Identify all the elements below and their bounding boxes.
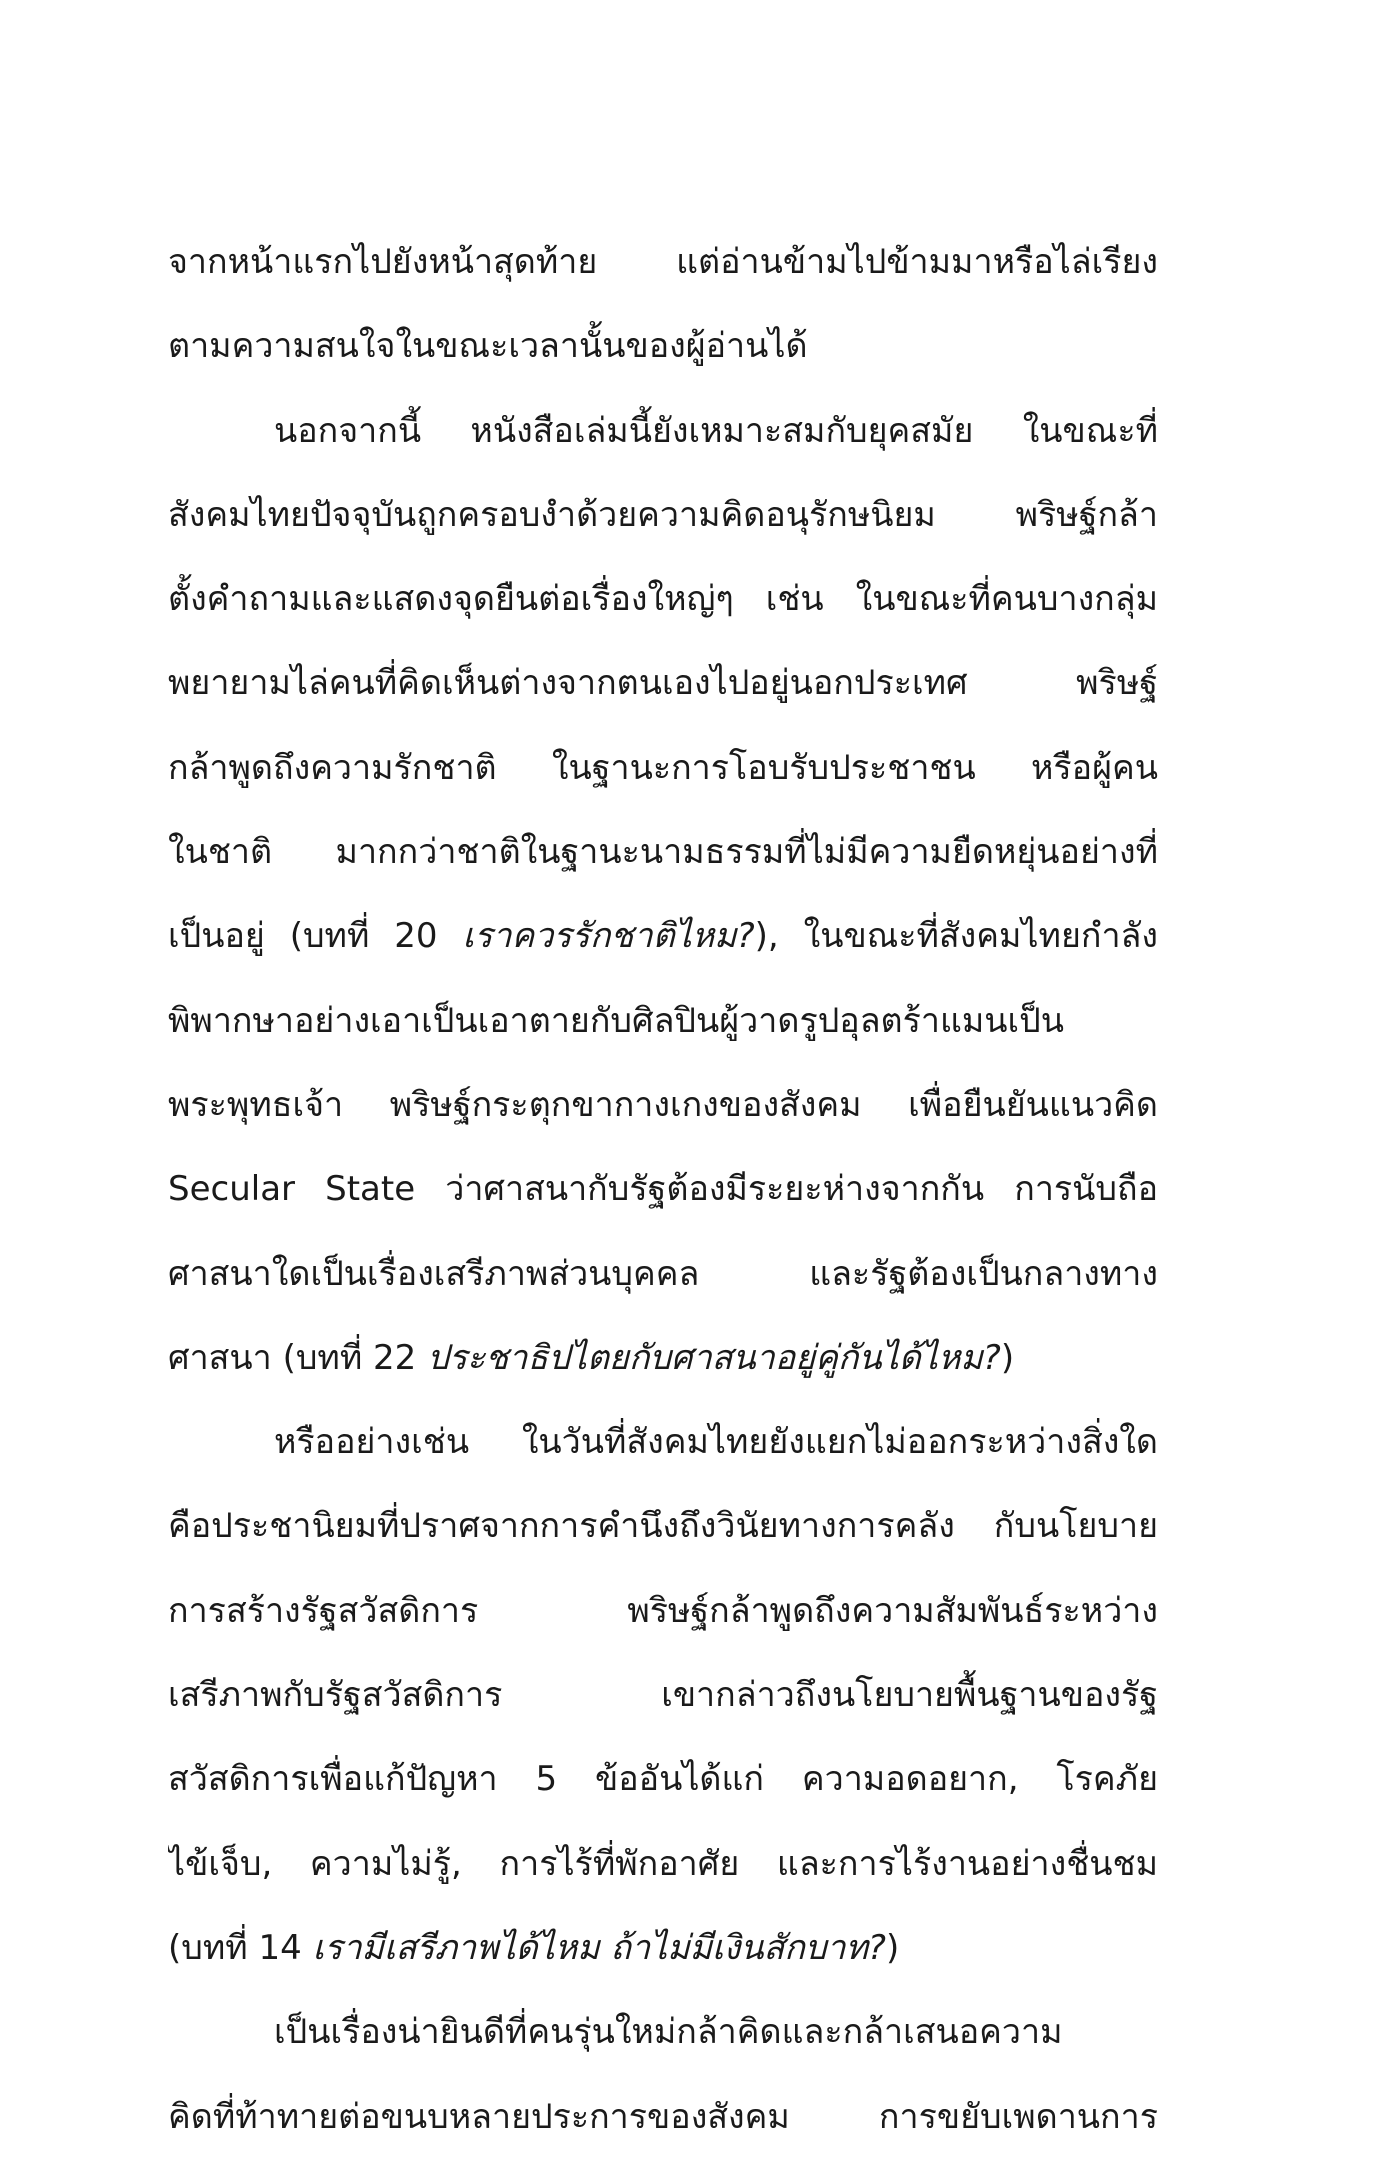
text-segment: ) <box>1000 1337 1015 1378</box>
text-line: ในชาติ มากกว่าชาติในฐานะนามธรรมที่ไม่มีความยืดหยุ่นอย่างที่ <box>168 832 1158 873</box>
paragraph-first-line: หรืออย่างเช่น ในวันที่สังคมไทยยังแยกไม่ออกระหว่างสิ่งใด <box>274 1422 1158 1463</box>
chapter-title: ประชาธิปไตยกับศาสนาอยู่คู่กันได้ไหม? <box>427 1337 1001 1378</box>
text-line: ตั้งคำถามและแสดงจุดยืนต่อเรื่องใหญ่ๆ เช่น ในขณะที่คนบางกลุ่ม <box>168 579 1158 620</box>
paragraph-end-line: ตามความสนใจในขณะเวลานั้นของผู้อ่านได้ <box>168 326 808 367</box>
text-line: ไข้เจ็บ, ความไม่รู้, การไร้ที่พักอาศัย และการไร้งานอย่างชื่นชม <box>168 1843 1158 1884</box>
text-line: เสรีภาพกับรัฐสวัสดิการ เขากล่าวถึงนโยบายพื้นฐานของรัฐ <box>168 1675 1158 1716</box>
text-segment: ), ในขณะที่สังคมไทยกำลัง <box>754 916 1158 957</box>
text-line: จากหน้าแรกไปยังหน้าสุดท้าย แต่อ่านข้ามไปข้ามมาหรือไล่เรียง <box>168 242 1158 282</box>
text-line: คิดที่ท้าทายต่อขนบหลายประการของสังคม การขยับเพดานการ <box>168 2096 1158 2137</box>
text-line: การสร้างรัฐสวัสดิการ พริษฐ์กล้าพูดถึงความสัมพันธ์ระหว่าง <box>168 1590 1158 1631</box>
paragraph-first-line: นอกจากนี้ หนังสือเล่มนี้ยังเหมาะสมกับยุคสมัย ในขณะที่ <box>274 410 1158 451</box>
text-line: กล้าพูดถึงความรักชาติ ในฐานะการโอบรับประชาชน หรือผู้คน <box>168 747 1158 788</box>
text-line: พระพุทธเจ้า พริษฐ์กระตุกขากางเกงของสังคม เพื่อยืนยันแนวคิด <box>168 1084 1158 1125</box>
paragraph-first-line: เป็นเรื่องน่ายินดีที่คนรุ่นใหม่กล้าคิดและกล้าเสนอความ <box>274 2012 1063 2053</box>
text-line: พยายามไล่คนที่คิดเห็นต่างจากตนเองไปอยู่นอกประเทศ พริษฐ์ <box>168 663 1158 704</box>
text-line: Secular State ว่าศาสนากับรัฐต้องมีระยะห่างจากกัน การนับถือ <box>168 1169 1158 1210</box>
chapter-title: เรามีเสรีภาพได้ไหม ถ้าไม่มีเงินสักบาท? <box>312 1927 886 1968</box>
text-line: ศาสนาใดเป็นเรื่องเสรีภาพส่วนบุคคล และรัฐต้องเป็นกลางทาง <box>168 1253 1158 1294</box>
body-text <box>168 220 1158 2159</box>
chapter-title: เราควรรักชาติไหม? <box>462 916 755 957</box>
paragraph-end-line <box>168 1316 1158 1400</box>
text-segment: (บทที่ 14 <box>168 1927 313 1968</box>
text-line: พิพากษาอย่างเอาเป็นเอาตายกับศิลปินผู้วาดรูปอุลตร้าแมนเป็น <box>168 1000 1064 1041</box>
text-line: สังคมไทยปัจจุบันถูกครอบงำด้วยความคิดอนุรักษนิยม พริษฐ์กล้า <box>168 494 1158 535</box>
text-line-with-chapter-ref <box>168 894 1158 978</box>
text-segment: เป็นอยู่ (บทที่ 20 <box>168 916 463 957</box>
paragraph-end-line <box>168 1906 1158 1990</box>
text-segment: ) <box>885 1927 900 1968</box>
text-segment: ศาสนา (บทที่ 22 <box>168 1337 428 1378</box>
text-line: คือประชานิยมที่ปราศจากการคำนึงถึงวินัยทางการคลัง กับนโยบาย <box>168 1506 1158 1547</box>
text-line: สวัสดิการเพื่อแก้ปัญหา 5 ข้ออันได้แก่ ความอดอยาก, โรคภัย <box>168 1759 1158 1800</box>
